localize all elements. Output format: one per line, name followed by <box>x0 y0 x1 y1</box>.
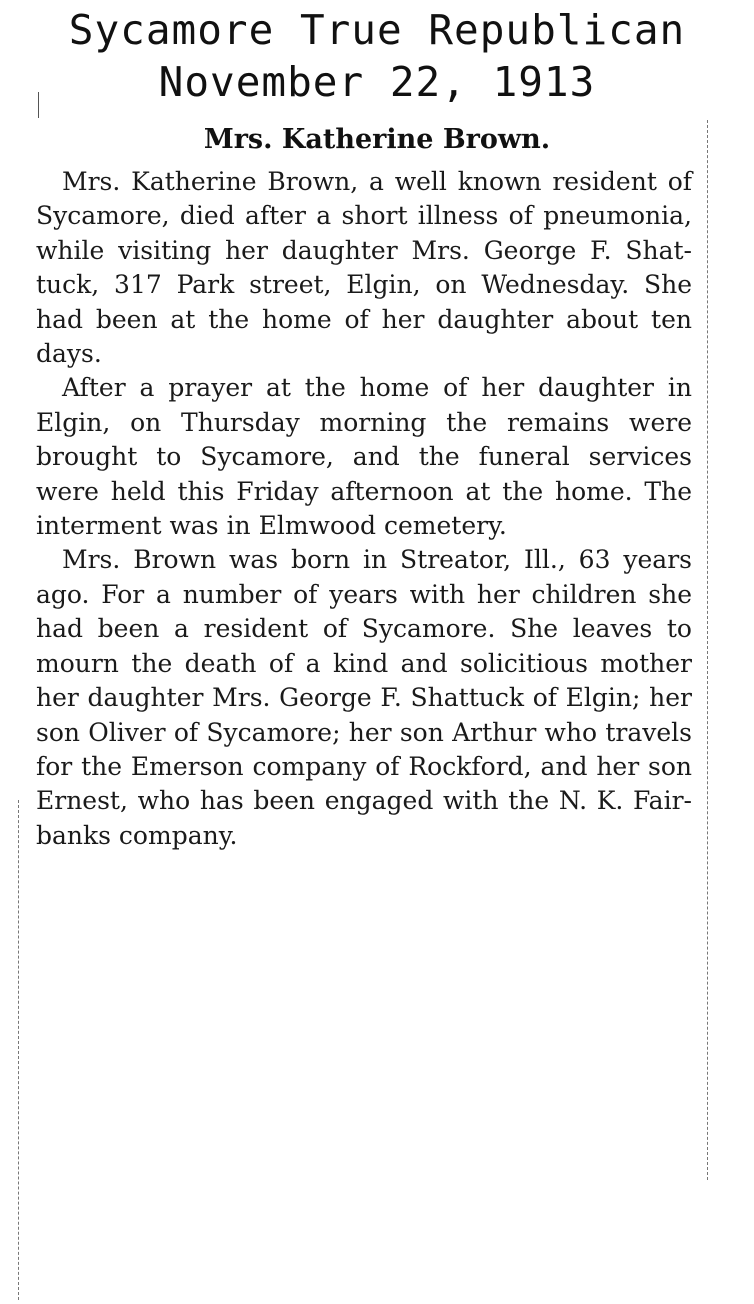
article-headline: Mrs. Katherine Brown. <box>203 124 551 155</box>
page-header <box>0 4 754 108</box>
newspaper-title: Sycamore True Republican <box>68 6 686 54</box>
article-paragraph: Mrs. Katherine Brown, a well known resident of Sycamore, died after a short illness of pneumonia, while visiting her daughter Mrs. George F. Shattuck, 317 Park street, Elgin, on Wednesday. She had been at the home of her daughter about ten days. <box>36 167 692 369</box>
article-paragraph: After a prayer at the home of her daughter in Elgin, on Thursday morning the remains were brought to Sycamore, and the funeral services were held this Friday afternoon at the home. The interment was in Elmwood cemetery. <box>36 373 692 541</box>
margin-mark <box>38 92 39 118</box>
publication-date: November 22, 1913 <box>158 58 596 106</box>
news-clipping <box>0 120 754 1304</box>
article-paragraph: Mrs. Brown was born in Streator, Ill., 63 years ago. For a number of years with her children she had been a resident of Sycamore. She leaves to mourn the death of a kind and solicitious mother her daughter Mrs. George F. Shattuck of Elgin; her son Oliver of Sycamore; her son Arthur who travels for the Emerson company of Rockford, and her son Ernest, who has been engaged with the N. K. Fairbanks company. <box>36 545 692 850</box>
article-body <box>36 165 692 853</box>
